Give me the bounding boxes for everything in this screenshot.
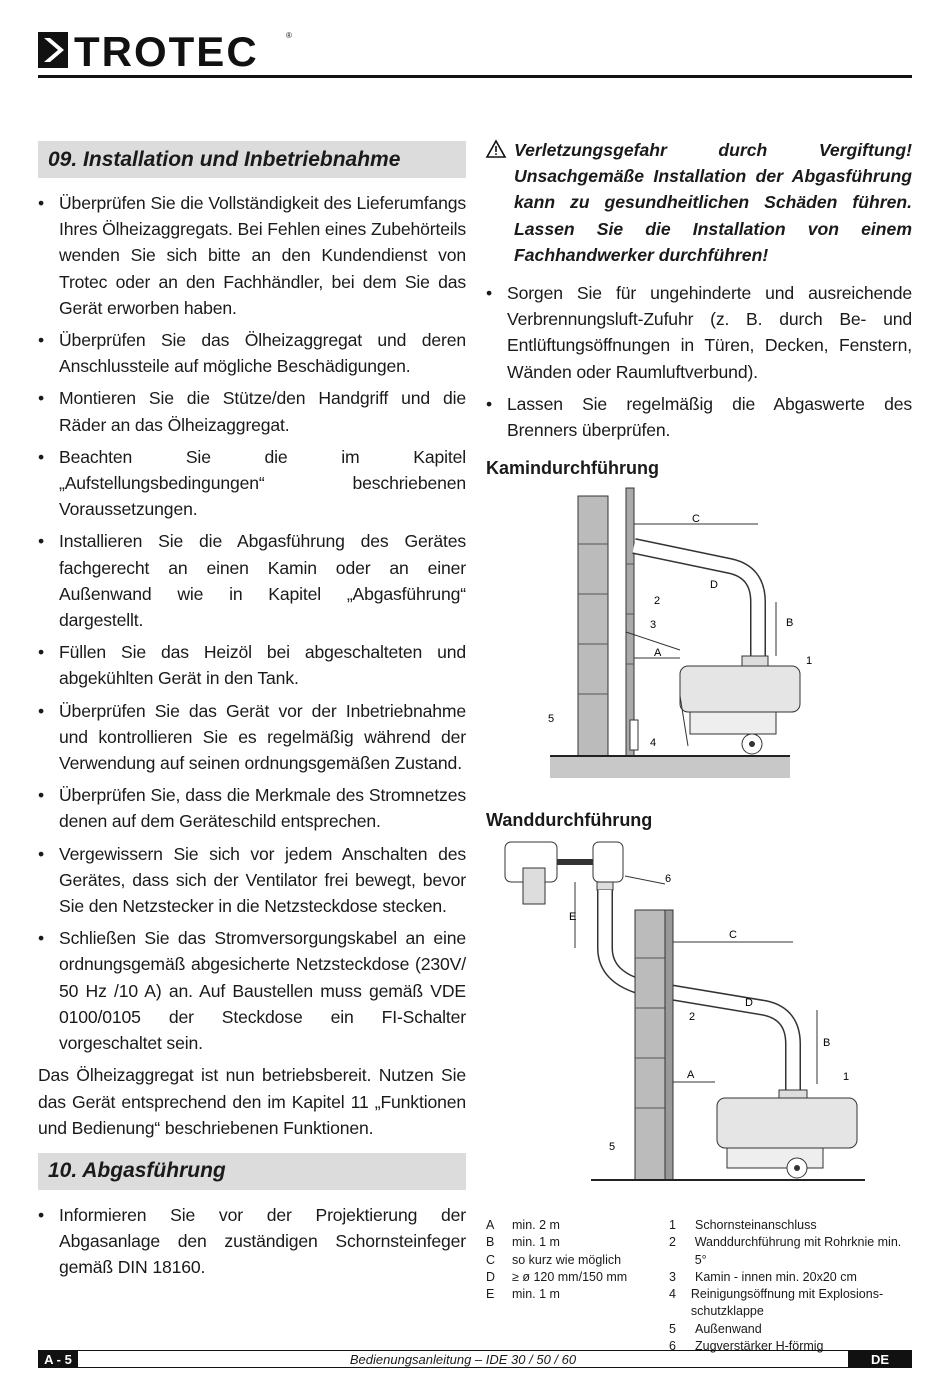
right-column xyxy=(486,137,912,449)
legend-row: 4 Reinigungsöffnung mit Explosions-schutzklappe xyxy=(669,1287,884,1319)
legend-row: 2 Wanddurchführung mit Rohrknie min. 5° xyxy=(669,1235,902,1267)
list-item: • Überprüfen Sie die Vollständigkeit des Lieferumfangs Ihres Ölheizaggregats. Bei Fehlen eines Zubehörteils wenden Sie sich bitte an den Kundendienst von Trotec oder an den Fachhändler, bei dem Sie das Gerät erworben haben. xyxy=(38,190,466,321)
dim-label: C xyxy=(729,929,737,941)
callout-label: 4 xyxy=(650,737,657,749)
list-item: • Sorgen Sie für ungehinderte und ausreichende Verbrennungsluft-Zufuhr (z. B. durch Be- und Entlüftungsöffnungen in Türen, Decken, Fenstern, Wänden oder Raumluftverbund). xyxy=(486,280,912,385)
page-number: A - 5 xyxy=(38,1350,78,1368)
dim-label: C xyxy=(692,513,700,525)
legend-row: 6 Zugverstärker H-förmig xyxy=(669,1339,824,1354)
legend-row: 5 Außenwand xyxy=(669,1321,762,1336)
section-10-list xyxy=(38,1202,466,1281)
section-09-closing: Das Ölheizaggregat ist nun betriebsbereit. Nutzen Sie das Gerät entsprechend den im Kapitel 11 „Funktionen und Bedienung“ beschriebenen Funktionen. xyxy=(38,1065,466,1138)
dim-label: E xyxy=(569,911,577,923)
section-09-heading: 09. Installation und Inbetriebnahme xyxy=(38,141,466,178)
legend-row: 1 Schornsteinanschluss xyxy=(669,1218,817,1232)
warning-block: Verletzungsgefahr durch Vergiftung! Unsachgemäße Installation der Abgasführung kann zu gesundheitlichen Schäden führen. Lassen Sie die Installation von einem Fachhandwerker durchführen! xyxy=(486,137,912,268)
callout-label: 1 xyxy=(806,655,813,667)
svg-text:®: ® xyxy=(286,31,292,40)
section-10-heading: 10. Abgasführung xyxy=(38,1153,466,1190)
warning-triangle-icon xyxy=(486,140,506,158)
chimney-installation-diagram xyxy=(530,484,813,784)
list-item: • Überprüfen Sie, dass die Merkmale des Stromnetzes denen auf dem Geräteschild entsprechen. xyxy=(38,782,466,834)
dim-label: B xyxy=(823,1037,831,1049)
legend-row: 3 Kamin - innen min. 20x20 cm xyxy=(669,1269,857,1284)
list-item: • Schließen Sie das Stromversorgungskabel an eine ordnungsgemäß abgesicherte Netzsteckdose (230V/ 50 Hz /10 A) an. Auf Baustellen muss gemäß VDE 0100/0105 der Steckdose ein FI-Schalter vorgeschaltet sein. xyxy=(38,925,466,1056)
legend-letters xyxy=(486,1217,656,1303)
callout-label: 3 xyxy=(650,619,657,631)
legend-row: C so kurz wie möglich xyxy=(486,1252,622,1267)
legend-numbers xyxy=(669,1217,914,1355)
language-code: DE xyxy=(848,1350,912,1368)
document-title: Bedienungsanleitung – IDE 30 / 50 / 60 xyxy=(78,1350,848,1368)
header-rule xyxy=(38,75,912,78)
brand-wordmark: TROTEC xyxy=(74,28,259,75)
section-09-list xyxy=(38,190,466,1056)
dim-label: D xyxy=(745,997,753,1009)
list-item: • Montieren Sie die Stütze/den Handgriff und die Räder an das Ölheizaggregat. xyxy=(38,385,466,437)
legend-row: D ≥ ø 120 mm/150 mm xyxy=(486,1269,628,1284)
callout-label: 5 xyxy=(609,1141,616,1153)
callout-label: 2 xyxy=(689,1011,696,1023)
legend-row: A min. 2 m xyxy=(486,1218,560,1232)
callout-label: 2 xyxy=(654,595,661,607)
figure-2-title: Wanddurchführung xyxy=(486,810,653,830)
callout-label: 6 xyxy=(665,873,672,885)
list-item: • Informieren Sie vor der Projektierung der Abgasanlage den zuständigen Schornsteinfeger gemäß DIN 18160. xyxy=(38,1202,466,1281)
right-list xyxy=(486,280,912,443)
dim-label: D xyxy=(710,579,718,591)
legend-row: E min. 1 m xyxy=(486,1287,560,1302)
list-item: • Überprüfen Sie das Gerät vor der Inbetriebnahme und kontrollieren Sie es regelmäßig während der Verwendung auf seinen ordnungsgemäßen Zustand. xyxy=(38,698,466,777)
wall-installation-diagram xyxy=(495,838,865,1198)
list-item: • Lassen Sie regelmäßig die Abgaswerte des Brenners überprüfen. xyxy=(486,391,912,443)
dim-label: A xyxy=(654,647,662,659)
list-item: • Beachten Sie die im Kapitel „Aufstellungsbedingungen“ beschriebenen Voraussetzungen. xyxy=(38,444,466,523)
figure-1-title: Kamindurchführung xyxy=(486,458,659,478)
page-footer xyxy=(38,1350,912,1368)
trotec-logo xyxy=(38,28,308,75)
list-item: • Installieren Sie die Abgasführung des Gerätes fachgerecht an einen Kamin oder an einer Außenwand wie in Kapitel „Abgasführung“ dargestellt. xyxy=(38,528,466,633)
list-item: • Vergewissern Sie sich vor jedem Anschalten des Gerätes, dass sich der Ventilator frei bewegt, bevor Sie den Netzstecker in die Netzsteckdose stecken. xyxy=(38,841,466,920)
callout-label: 1 xyxy=(843,1071,850,1083)
list-item: • Überprüfen Sie das Ölheizaggregat und deren Anschlussteile auf mögliche Beschädigungen. xyxy=(38,327,466,379)
dim-label: A xyxy=(687,1069,695,1081)
dim-label: B xyxy=(786,617,794,629)
legend-row: B min. 1 m xyxy=(486,1235,560,1250)
callout-label: 5 xyxy=(548,713,555,725)
left-column xyxy=(38,141,466,1287)
list-item: • Füllen Sie das Heizöl bei abgeschalteten und abgekühlten Gerät in den Tank. xyxy=(38,639,466,691)
